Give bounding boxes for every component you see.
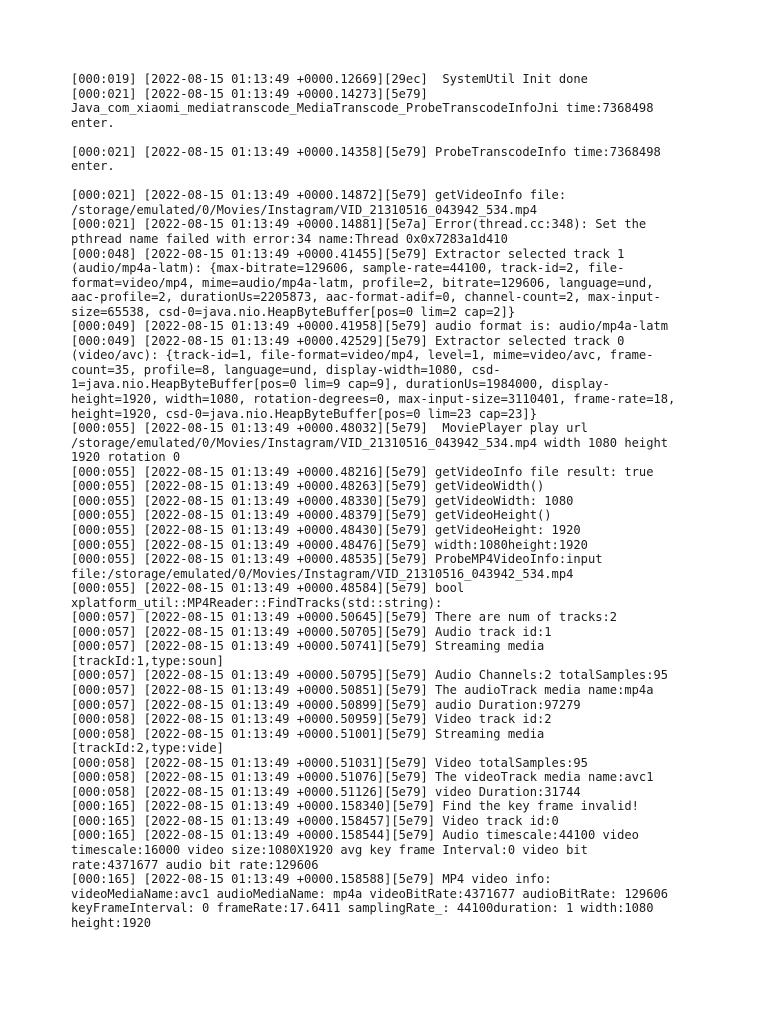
- log-line: [000:165] [2022-08-15 01:13:49 +0000.158340][5e79] Find the key frame invalid!: [71, 799, 639, 814]
- log-line: (video/avc): {track-id=1, file-format=video/mp4, level=1, mime=video/avc, frame-: [71, 348, 654, 363]
- log-line: [000:055] [2022-08-15 01:13:49 +0000.48476][5e79] width:1080height:1920: [71, 537, 588, 552]
- log-line: [000:057] [2022-08-15 01:13:49 +0000.50795][5e79] Audio Channels:2 totalSamples:95: [71, 668, 669, 683]
- log-line: [000:058] [2022-08-15 01:13:49 +0000.50959][5e79] Video track id:2: [71, 712, 552, 727]
- log-line: /storage/emulated/0/Movies/Instagram/VID_21310516_043942_534.mp4: [71, 202, 537, 217]
- log-line: [000:057] [2022-08-15 01:13:49 +0000.50899][5e79] audio Duration:97279: [71, 697, 581, 712]
- log-line: [000:055] [2022-08-15 01:13:49 +0000.48379][5e79] getVideoHeight(): [71, 508, 552, 523]
- log-line: videoMediaName:avc1 audioMediaName: mp4a videoBitRate:4371677 audioBitRate: 129606: [71, 886, 669, 901]
- log-line: rate:4371677 audio bit rate:129606: [71, 857, 319, 872]
- log-line: [000:021] [2022-08-15 01:13:49 +0000.14273][5e79]: [71, 86, 428, 101]
- log-line: [000:055] [2022-08-15 01:13:49 +0000.48535][5e79] ProbeMP4VideoInfo:input: [71, 552, 603, 567]
- log-line: Java_com_xiaomi_mediatranscode_MediaTranscode_ProbeTranscodeInfoJni time:7368498: [71, 101, 654, 116]
- log-line: [000:165] [2022-08-15 01:13:49 +0000.158588][5e79] MP4 video info:: [71, 872, 552, 887]
- log-line: [000:021] [2022-08-15 01:13:49 +0000.14358][5e79] ProbeTranscodeInfo time:7368498: [71, 144, 661, 159]
- log-line: timescale:16000 video size:1080X1920 avg key frame Interval:0 video bit: [71, 842, 588, 857]
- log-line: enter.: [71, 115, 115, 130]
- log-line: xplatform_util::MP4Reader::FindTracks(std::string):: [71, 595, 443, 610]
- log-line: [000:057] [2022-08-15 01:13:49 +0000.50851][5e79] The audioTrack media name:mp4a: [71, 682, 654, 697]
- log-line: [000:058] [2022-08-15 01:13:49 +0000.51001][5e79] Streaming media: [71, 726, 545, 741]
- blank-line: [71, 174, 701, 189]
- log-line: [trackId:2,type:vide]: [71, 741, 224, 756]
- log-line: pthread name failed with error:34 name:Thread 0x0x7283a1d410: [71, 232, 508, 247]
- log-document: [71, 72, 701, 930]
- log-line: file:/storage/emulated/0/Movies/Instagram/VID_21310516_043942_534.mp4: [71, 566, 574, 581]
- log-line: [000:057] [2022-08-15 01:13:49 +0000.50705][5e79] Audio track id:1: [71, 624, 552, 639]
- log-line: [000:165] [2022-08-15 01:13:49 +0000.158544][5e79] Audio timescale:44100 video: [71, 828, 639, 843]
- log-line: (audio/mp4a-latm): {max-bitrate=129606, sample-rate=44100, track-id=2, file-: [71, 261, 625, 276]
- log-line: [000:055] [2022-08-15 01:13:49 +0000.48032][5e79] MoviePlayer play url: [71, 421, 588, 436]
- log-line: [000:021] [2022-08-15 01:13:49 +0000.14872][5e79] getVideoInfo file:: [71, 188, 567, 203]
- log-line: [000:055] [2022-08-15 01:13:49 +0000.48330][5e79] getVideoWidth: 1080: [71, 493, 574, 508]
- log-line: count=35, profile=8, language=und, display-width=1080, csd-: [71, 362, 501, 377]
- log-line: [000:055] [2022-08-15 01:13:49 +0000.48263][5e79] getVideoWidth(): [71, 479, 545, 494]
- log-line: [000:021] [2022-08-15 01:13:49 +0000.14881][5e7a] Error(thread.cc:348): Set the: [71, 217, 647, 232]
- log-line: [000:058] [2022-08-15 01:13:49 +0000.51076][5e79] The videoTrack media name:avc1: [71, 770, 654, 785]
- log-line: height=1920, csd-0=java.nio.HeapByteBuffer[pos=0 lim=23 cap=23]}: [71, 406, 537, 421]
- log-line: enter.: [71, 159, 115, 174]
- log-line: [000:019] [2022-08-15 01:13:49 +0000.12669][29ec] SystemUtil Init done: [71, 72, 588, 86]
- log-line: format=video/mp4, mime=audio/mp4a-latm, profile=2, bitrate=129606, language=und,: [71, 275, 654, 290]
- log-line: [000:048] [2022-08-15 01:13:49 +0000.41455][5e79] Extractor selected track 1: [71, 246, 625, 261]
- log-line: [000:055] [2022-08-15 01:13:49 +0000.48430][5e79] getVideoHeight: 1920: [71, 522, 581, 537]
- log-line: keyFrameInterval: 0 frameRate:17.6411 samplingRate_: 44100duration: 1 width:1080: [71, 901, 654, 916]
- log-line: [000:049] [2022-08-15 01:13:49 +0000.42529][5e79] Extractor selected track 0: [71, 333, 625, 348]
- log-line: [000:057] [2022-08-15 01:13:49 +0000.50741][5e79] Streaming media: [71, 639, 545, 654]
- log-line: [000:055] [2022-08-15 01:13:49 +0000.48216][5e79] getVideoInfo file result: true: [71, 464, 654, 479]
- log-line: aac-profile=2, durationUs=2205873, aac-format-adif=0, channel-count=2, max-input-: [71, 290, 661, 305]
- log-line: [000:057] [2022-08-15 01:13:49 +0000.50645][5e79] There are num of tracks:2: [71, 610, 618, 625]
- log-line: 1920 rotation 0: [71, 450, 181, 465]
- log-line: size=65538, csd-0=java.nio.HeapByteBuffer[pos=0 lim=2 cap=2]}: [71, 304, 516, 319]
- log-line: height=1920, width=1080, rotation-degrees=0, max-input-size=3110401, frame-rate=18,: [71, 392, 676, 407]
- log-line: height:1920: [71, 915, 152, 930]
- log-line: [000:058] [2022-08-15 01:13:49 +0000.51031][5e79] Video totalSamples:95: [71, 755, 588, 770]
- blank-line: [71, 130, 701, 145]
- log-line: [000:165] [2022-08-15 01:13:49 +0000.158457][5e79] Video track id:0: [71, 813, 559, 828]
- log-line: [trackId:1,type:soun]: [71, 653, 224, 668]
- log-line: 1=java.nio.HeapByteBuffer[pos=0 lim=9 cap=9], durationUs=1984000, display-: [71, 377, 610, 392]
- log-line: [000:049] [2022-08-15 01:13:49 +0000.41958][5e79] audio format is: audio/mp4a-latm: [71, 319, 669, 334]
- log-line: [000:055] [2022-08-15 01:13:49 +0000.48584][5e79] bool: [71, 581, 465, 596]
- log-line: /storage/emulated/0/Movies/Instagram/VID_21310516_043942_534.mp4 width 1080 height: [71, 435, 669, 450]
- log-line: [000:058] [2022-08-15 01:13:49 +0000.51126][5e79] video Duration:31744: [71, 784, 581, 799]
